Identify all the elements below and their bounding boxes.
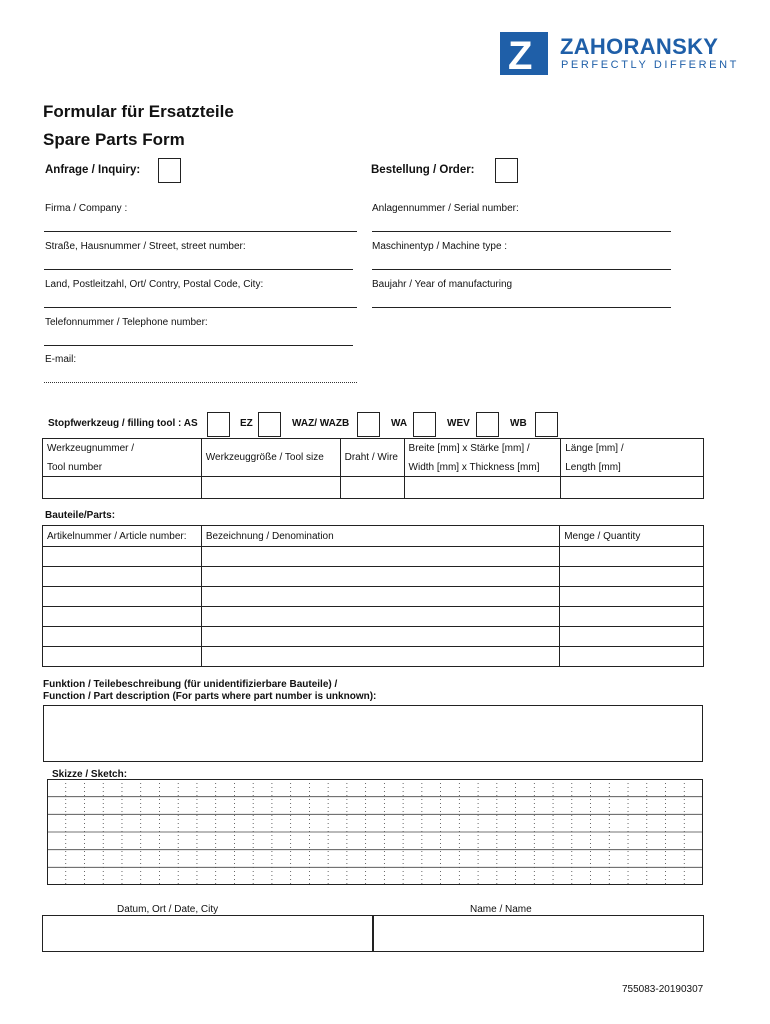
article-number-cell[interactable] [43, 607, 202, 627]
wev-label: WEV [447, 418, 470, 429]
wire-header: Draht / Wire [340, 439, 404, 477]
wb-label: WB [510, 418, 527, 429]
logo-name: ZAHORANSKY [560, 34, 719, 59]
parts-table-header [43, 526, 704, 547]
parts-table [42, 525, 704, 667]
email-field[interactable] [44, 382, 357, 383]
tool-number-cell[interactable] [43, 477, 202, 499]
country-field[interactable] [44, 307, 357, 308]
denomination-header: Bezeichnung / Denomination [201, 526, 559, 547]
title-german: Formular für Ersatzteile [43, 102, 234, 121]
email-label: E-mail: [45, 354, 77, 365]
wa-label: WA [391, 418, 408, 429]
article-number-cell[interactable] [43, 647, 202, 667]
date-city-label: Datum, Ort / Date, City [117, 904, 219, 915]
table-row [43, 547, 704, 567]
wa-checkbox[interactable] [413, 412, 436, 437]
filling-tool-label: Stopfwerkzeug / filling tool : AS [48, 418, 198, 429]
name-field[interactable] [372, 915, 704, 952]
title-english: Spare Parts Form [43, 130, 185, 149]
ez-checkbox[interactable] [258, 412, 281, 437]
quantity-header: Menge / Quantity [560, 526, 704, 547]
denomination-cell[interactable] [201, 587, 559, 607]
as-checkbox[interactable] [207, 412, 230, 437]
article-number-cell[interactable] [43, 627, 202, 647]
tool-table-header [43, 439, 704, 477]
quantity-cell[interactable] [560, 567, 704, 587]
denomination-cell[interactable] [201, 547, 559, 567]
document-code: 755083-20190307 [622, 984, 704, 995]
table-row [43, 567, 704, 587]
tool-number-header: Werkzeugnummer / Tool number [43, 439, 202, 477]
logo-tagline: PERFECTLY DIFFERENT [561, 59, 739, 71]
company-label: Firma / Company : [45, 203, 128, 214]
tool-size-header: Werkzeuggröße / Tool size [201, 439, 340, 477]
quantity-cell[interactable] [560, 627, 704, 647]
parts-heading: Bauteile/Parts: [45, 510, 116, 521]
quantity-cell[interactable] [560, 607, 704, 627]
sketch-grid[interactable] [47, 779, 703, 885]
waz-wazb-checkbox[interactable] [357, 412, 380, 437]
year-field[interactable] [372, 307, 671, 308]
width-thickness-cell[interactable] [404, 477, 561, 499]
name-label: Name / Name [470, 904, 532, 915]
country-label: Land, Postleitzahl, Ort/ Contry, Postal Code, City: [45, 279, 264, 290]
logo-mark: Z [500, 32, 548, 75]
article-number-cell[interactable] [43, 547, 202, 567]
table-row [43, 477, 704, 499]
company-field[interactable] [44, 231, 357, 232]
date-city-field[interactable] [42, 915, 374, 952]
denomination-cell[interactable] [201, 607, 559, 627]
sketch-label: Skizze / Sketch: [52, 769, 128, 780]
width-thickness-header: Breite [mm] x Stärke [mm] / Width [mm] x Thickness [mm] [404, 439, 561, 477]
article-number-cell[interactable] [43, 587, 202, 607]
wev-checkbox[interactable] [476, 412, 499, 437]
wb-checkbox[interactable] [535, 412, 558, 437]
inquiry-label: Anfrage / Inquiry: [45, 164, 141, 176]
length-cell[interactable] [561, 477, 704, 499]
table-row [43, 627, 704, 647]
serial-field[interactable] [372, 231, 671, 232]
ez-label: EZ [240, 418, 253, 429]
denomination-cell[interactable] [201, 647, 559, 667]
street-field[interactable] [44, 269, 353, 270]
order-checkbox[interactable] [495, 158, 518, 183]
table-row [43, 647, 704, 667]
article-number-cell[interactable] [43, 567, 202, 587]
quantity-cell[interactable] [560, 547, 704, 567]
quantity-cell[interactable] [560, 587, 704, 607]
length-header: Länge [mm] / Length [mm] [561, 439, 704, 477]
wire-cell[interactable] [340, 477, 404, 499]
machine-type-field[interactable] [372, 269, 671, 270]
denomination-cell[interactable] [201, 567, 559, 587]
function-heading: Funktion / Teilebeschreibung (für unidentifizierbare Bauteile) / Function / Part description (For parts where part number is unknown): [43, 679, 377, 702]
table-row [43, 587, 704, 607]
machine-type-label: Maschinentyp / Machine type : [372, 241, 508, 252]
quantity-cell[interactable] [560, 647, 704, 667]
tool-size-cell[interactable] [201, 477, 340, 499]
phone-field[interactable] [44, 345, 353, 346]
order-label: Bestellung / Order: [371, 164, 475, 176]
inquiry-checkbox[interactable] [158, 158, 181, 183]
year-label: Baujahr / Year of manufacturing [372, 279, 513, 290]
tool-table [42, 438, 704, 499]
table-row [43, 607, 704, 627]
serial-label: Anlagennummer / Serial number: [372, 203, 519, 214]
waz-wazb-label: WAZ/ WAZB [292, 418, 350, 429]
denomination-cell[interactable] [201, 627, 559, 647]
function-description-field[interactable] [43, 705, 703, 762]
phone-label: Telefonnummer / Telephone number: [45, 317, 208, 328]
article-number-header: Artikelnummer / Article number: [43, 526, 202, 547]
street-label: Straße, Hausnummer / Street, street number: [45, 241, 246, 252]
